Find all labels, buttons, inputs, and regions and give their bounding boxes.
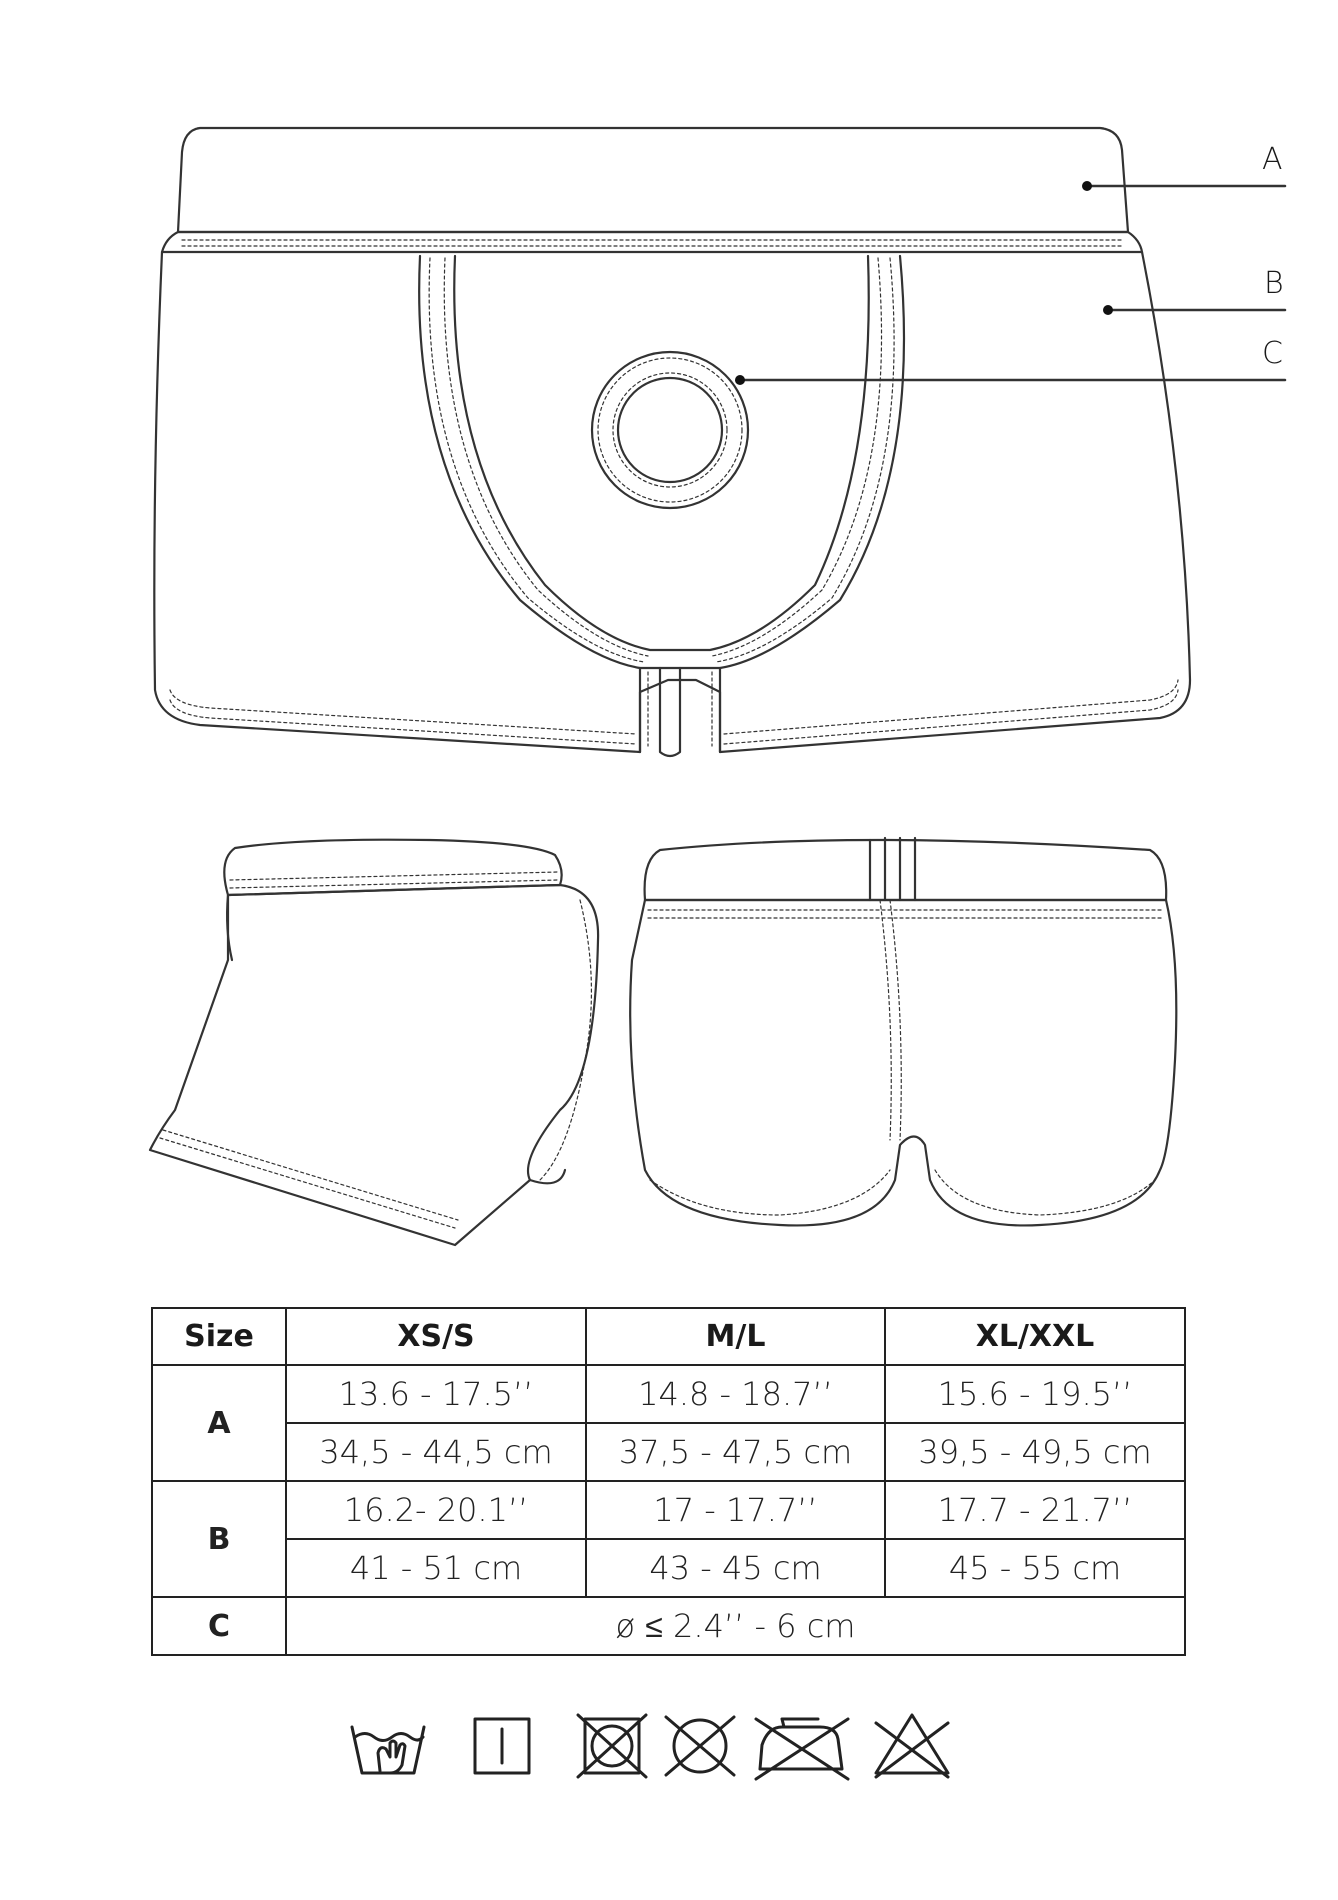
header-size: Size [152,1308,286,1365]
callout-c-label: C [1262,336,1283,371]
no-iron-icon [756,1719,848,1779]
table-cell: 14.8 - 18.7’’ [586,1365,885,1423]
table-cell: 34,5 - 44,5 cm [286,1423,586,1481]
no-bleach-icon [876,1715,948,1777]
table-row [152,1539,1185,1597]
table-cell: 39,5 - 49,5 cm [885,1423,1185,1481]
table-cell: 17.7 - 21.7’’ [885,1481,1185,1539]
callout-b-label: B [1264,266,1284,301]
callout-lines [740,186,1285,380]
table-cell: 37,5 - 47,5 cm [586,1423,885,1481]
front-view [154,128,1190,756]
side-view [150,840,598,1245]
table-row [152,1423,1185,1481]
table-cell: 43 - 45 cm [586,1539,885,1597]
header-xl-xxl: XL/XXL [885,1308,1185,1365]
size-table [151,1307,1186,1656]
header-m-l: M/L [586,1308,885,1365]
row-label-c: C [152,1597,286,1655]
table-cell: 41 - 51 cm [286,1539,586,1597]
row-label-a: A [152,1365,286,1481]
callout-dots [735,181,1113,385]
table-cell: 16.2- 20.1’’ [286,1481,586,1539]
table-cell: 17 - 17.7’’ [586,1481,885,1539]
callout-a-label: A [1262,142,1283,177]
no-tumble-dry-icon [578,1715,646,1777]
table-cell: 13.6 - 17.5’’ [286,1365,586,1423]
hand-wash-icon [352,1727,424,1773]
care-icons [350,1705,990,1785]
table-cell: 15.6 - 19.5’’ [885,1365,1185,1423]
table-cell: 45 - 55 cm [885,1539,1185,1597]
header-xs-s: XS/S [286,1308,586,1365]
table-header-row [152,1308,1185,1365]
table-row [152,1481,1185,1539]
row-label-b: B [152,1481,286,1597]
table-row [152,1597,1185,1655]
table-row [152,1365,1185,1423]
table-cell: ø ≤ 2.4’’ - 6 cm [286,1597,1185,1655]
no-dry-clean-icon [666,1717,734,1775]
line-dry-icon [475,1719,529,1773]
back-view [630,838,1176,1225]
